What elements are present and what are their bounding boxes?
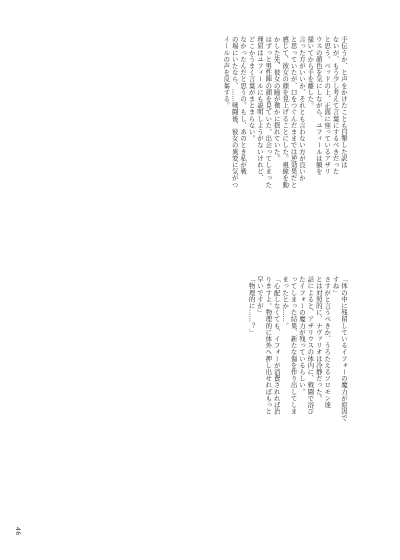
page-number: 46 — [14, 527, 21, 536]
body-text-top: 手伝うか、と声をかけたことも目撃した訳は ないが、もう少し考えて言葉にするべきだった と思う。ベッドの上、正面に座っているアザリ ウスの顔色を気にしながら、ユフィールは額を 掻いてから手を離した。 言った方がいいか、それとも言わない方が良いか と思っていたが、口をつぐんだままでは逆効果だと 感じて、彼女の顔を見上げることにした。視線を動 かした先、彼女の瞳が微かに揺れていた。 はずっと男性陣の顔を見ていた。出会ってしまった 理屈はユフィールにも説明しようがないけれど、 どこかうまく言葉がまとまらない。 なかったんだと思うの。もし、あのとき私が戦 の場にいたなら、……戦闘後、彼女の異変に気がつ イールの声を反芻する。 — [222, 36, 348, 188]
body-text-bottom: 「体の中に残留しているイフォーの魔力が原因で すね」 さすがと言うべきか、うろたえるソロモン達 とは対照的に、ナヴァリオは冷静だった。 話によると、アザリウスの体内に、戦闘で浴び たイフォーの魔力が残っているらしい。 ってしまった結果、新たな傷を作り出してしま まったとか……。 「心配しなくても、イフォーが消費されれば治 りますよ。物理的に体外へ押し出せればもっと 早いですが」 「物理的に……？」 — [247, 276, 348, 422]
